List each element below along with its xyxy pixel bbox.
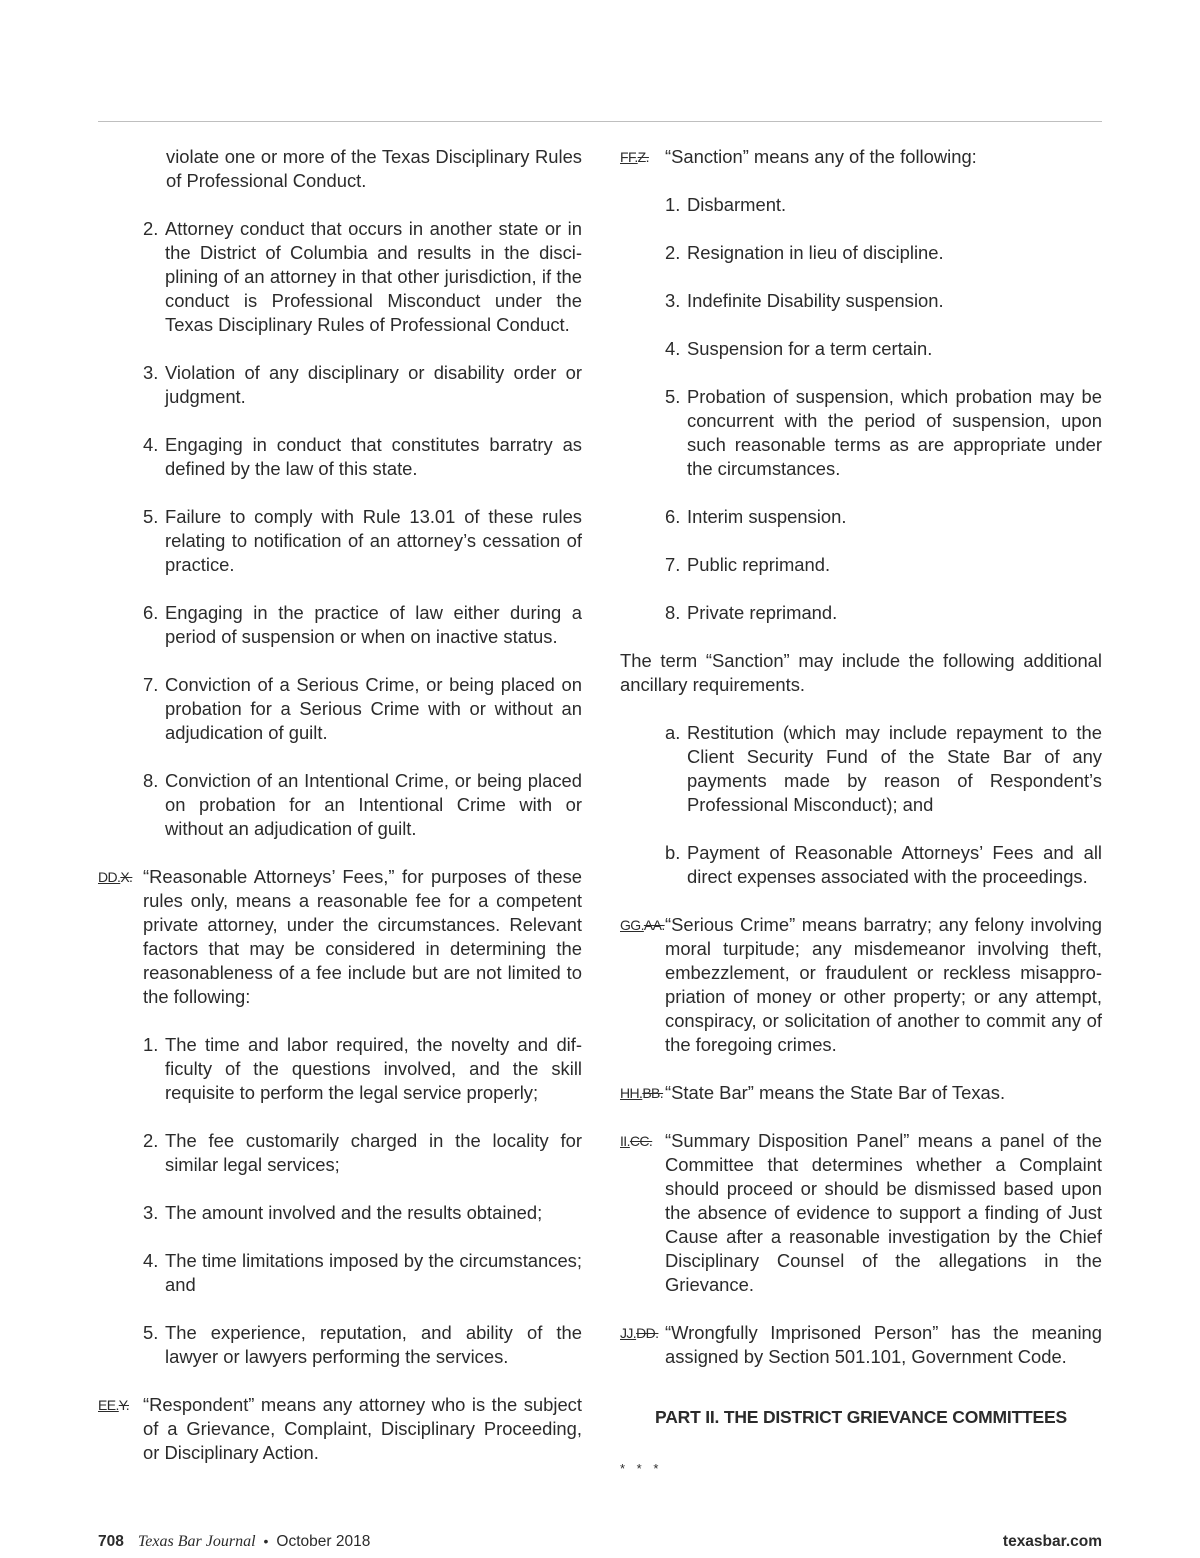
list-item: 4. The time limitations imposed by the circumstances; and xyxy=(143,1250,582,1295)
fee-factors-list xyxy=(98,1033,582,1369)
list-item: 7. Conviction of a Serious Crime, or being placed on probation for a Serious Crime with or without an adjudication of guilt. xyxy=(143,674,582,743)
header-rule xyxy=(98,121,1102,122)
list-item: 4. Suspension for a term certain. xyxy=(665,338,933,359)
list-item: 1. Disbarment. xyxy=(665,194,787,215)
part-heading: PART II. THE DISTRICT GRIEVANCE COMMITTEES xyxy=(655,1407,1067,1427)
sanction-note: The term “Sanction” may include the following additional ancillary requirements. xyxy=(620,650,1102,695)
definition-serious-crime: GG.AA. “Serious Crime” means barratry; any felony involving moral turpitude; any misdemeanor involving theft, embezzlement, or fraudulent or reckless misappropriation of money or other property; or any attempt, conspiracy, or solicitation of another to commit any of the foregoing crimes. xyxy=(620,914,1102,1055)
definition-label: EE.Y. xyxy=(98,1397,129,1413)
list-item: 4. Engaging in conduct that constitutes barratry as defined by the law of this state. xyxy=(143,434,582,479)
list-item: b. Payment of Reasonable Attorneys’ Fees and all direct expenses associated with the proceedings. xyxy=(665,842,1102,887)
list-item: 1. The time and labor required, the novelty and difficulty of the questions involved, and the skill requisite to perform the legal service properly; xyxy=(143,1034,582,1103)
definition-label: DD.X. xyxy=(98,869,133,885)
continuation-text: violate one or more of the Texas Disciplinary Rules of Professional Conduct. xyxy=(166,146,582,191)
section-ellipsis: * * * xyxy=(620,1461,663,1476)
list-item: 2. The fee customarily charged in the locality for similar legal services; xyxy=(143,1130,582,1175)
page-footer xyxy=(98,1533,1102,1551)
list-item: 8. Conviction of an Intentional Crime, or being placed on probation for an Intentional Crime with or without an adjudication of guilt. xyxy=(143,770,582,839)
sanctions-list xyxy=(620,193,1102,625)
definition-label: II.CC. xyxy=(620,1133,653,1149)
website-link[interactable]: texasbar.com xyxy=(1002,1533,1102,1550)
definition-summary-disposition-panel: II.CC. “Summary Disposition Panel” means a panel of the Committee that determines whether a Complaint should proceed or should be dismissed based upon the absence of evidence to support a finding of Just Cause after a reasonable investigation by the Chief Disciplinary Counsel of the allegations in the Grievance. xyxy=(620,1130,1102,1295)
list-item: 5. Failure to comply with Rule 13.01 of these rules relating to notification of an attorney’s cessation of practice. xyxy=(143,506,582,575)
left-column xyxy=(98,145,582,1489)
definition-respondent: EE.Y. “Respondent” means any attorney who is the subject of a Grievance, Complaint, Disciplinary Proceeding, or Disciplinary Action. xyxy=(98,1394,582,1463)
list-item: 5. Probation of suspension, which probation may be concurrent with the period of suspension, upon such reasonable terms as are appropriate under the circumstances. xyxy=(665,386,1102,479)
list-item: 3. Violation of any disciplinary or disability order or judgment. xyxy=(143,362,582,407)
ancillary-list xyxy=(620,721,1102,889)
definition-label: GG.AA. xyxy=(620,917,665,933)
right-column xyxy=(620,145,1102,1481)
page-number: 708 xyxy=(98,1533,124,1550)
misconduct-list xyxy=(98,217,582,841)
list-item: 3. The amount involved and the results obtained; xyxy=(143,1202,543,1223)
definition-sanction: FF.Z. “Sanction” means any of the following: xyxy=(620,146,977,167)
definition-reasonable-attorneys-fees: DD.X. “Reasonable Attorneys’ Fees,” for purposes of these rules only, means a reasonable fee for a competent private attorney, under the circumstances. Relevant factors that may be considered in determining the reasonableness of a fee include but are not limited to the following: xyxy=(98,866,582,1007)
list-item: 5. The experience, reputation, and ability of the lawyer or lawyers performing the services. xyxy=(143,1322,582,1367)
list-item: 6. Engaging in the practice of law either during a period of suspension or when on inactive status. xyxy=(143,602,582,647)
list-item: 3. Indefinite Disability suspension. xyxy=(665,290,944,311)
definition-wrongfully-imprisoned-person: JJ.DD. “Wrongfully Imprisoned Person” has the meaning assigned by Section 501.101, Government Code. xyxy=(620,1322,1102,1367)
issue-date: October 2018 xyxy=(276,1533,371,1550)
definition-label: FF.Z. xyxy=(620,149,649,165)
list-item: 8. Private reprimand. xyxy=(665,602,838,623)
list-item: 2. Attorney conduct that occurs in another state or in the District of Columbia and results in the disciplining of an attorney in that other jurisdiction, if the conduct is Professional Misconduct under the Texas Disciplinary Rules of Professional Conduct. xyxy=(143,218,582,335)
definition-label: HH.BB. xyxy=(620,1085,664,1101)
list-item: 6. Interim suspension. xyxy=(665,506,847,527)
list-item: 7. Public reprimand. xyxy=(665,554,831,575)
list-item: 2. Resignation in lieu of discipline. xyxy=(665,242,944,263)
definition-state-bar: HH.BB. “State Bar” means the State Bar of Texas. xyxy=(620,1082,1006,1103)
bullet-separator: • xyxy=(263,1533,269,1549)
list-item: a. Restitution (which may include repayment to the Client Security Fund of the State Bar of any payments made by reason of Respondent’s Professional Misconduct); and xyxy=(665,722,1102,815)
definition-label: JJ.DD. xyxy=(620,1325,659,1341)
publication-name: Texas Bar Journal xyxy=(137,1533,256,1550)
